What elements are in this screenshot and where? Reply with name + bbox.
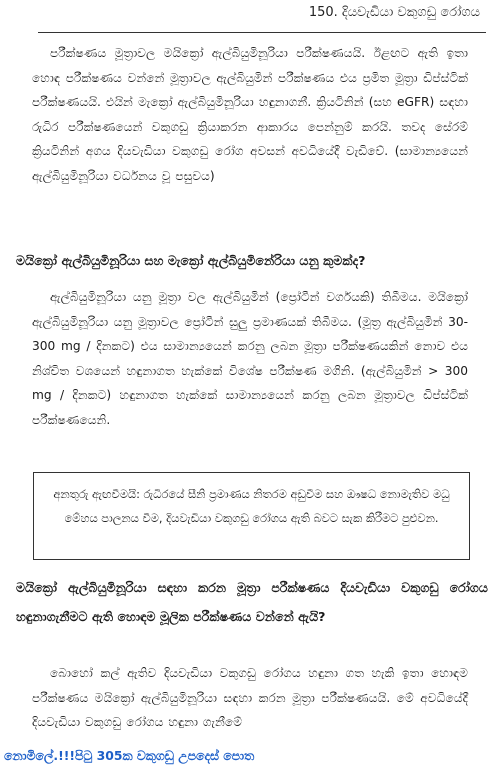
footer-link[interactable]: නොමිලේ.!!!පිටු 305ක වකුගඩු උපදෙස් පොත bbox=[4, 748, 255, 763]
page-header: 150. දියවැඩියා වකුගඩු රෝගය bbox=[308, 5, 480, 20]
paragraph-urine-tests: පරීක්ෂණය මූත්‍රාවල මයික්‍රෝ ඇල්බියුමිනූරියා පරීක්ෂණයයි. ඊළඟට ඇති ඉතා හොඳ පරීක්ෂණය වන්නේ මූත්‍රාවල ඇල්බියුමින් පරීක්ෂණය එය ප්‍රමිත මූත්‍රා ඩිප්ස්ටික් පරීක්ෂණයයි. එයින් මැක්‍රෝ ඇල්බියුමිනූරියා හඳුනාගනී. ක්‍රියටිනින් (සහ eGFR) සඳහා රුධිර පරීක්ෂණයෙන් වකුගඩු ක්‍රියාකරන ආකාරය පෙන්නුම් කරයි. තවද සේරම් ක්‍රියටිනින් අගය දියවැඩියා වකුගඩු රෝග අවසන් අවධියේදී වැඩිවේ. (සාමාන්‍යයෙන් ඇල්බියුමිනූරියා වර්ධනය වූ පසුවය) bbox=[32, 46, 468, 183]
question-micro-macro-albuminuria: මයික්‍රෝ ඇල්බියුමිනූරියා සහ මැක්‍රෝ ඇල්බියුමිනේරියා යනු කුමක්ද? bbox=[16, 253, 366, 268]
question-best-initial-test: මයික්‍රෝ ඇල්බියුමිනූරියා සඳහා කරන මූත්‍රා පරීක්ෂණය දියවැඩියා වකුගඩු රෝගය හඳුනාගැනීමට ඇති හොඳම මූලික පරීක්ෂණය වන්නේ ඇයි? bbox=[16, 580, 488, 624]
header-divider bbox=[38, 32, 486, 33]
warning-note-text: අනතුරු ඇඟවීමයි: රුධිරයේ සීනි ප්‍රමාණය නිතරම අඩුවීම සහ ඖෂධ නොමැතිව මධු මේහය පාලනය වීම, දියවැඩියා වකුගඩු රෝගය ඇති බවට සැක කිරීමට පුළුවන. bbox=[53, 487, 450, 525]
warning-note-box bbox=[33, 472, 470, 560]
paragraph-early-detection: බොහෝ කල් ඇතිව දියවැඩියා වකුගඩු රෝගය හඳුනා ගත හැකි ඉතා හොඳම පරීක්ෂණය මයික්‍රෝ ඇල්බියුමිනූරියා සඳහා කරන මූත්‍රා පරීක්ෂණයයි. මේ අවධියේදී දියවැඩියා වකුගඩු රෝගය හඳුනා ගැනීමේ bbox=[32, 666, 468, 729]
paragraph-albuminuria-definition: ඇල්බියුමිනූරියා යනු මූත්‍රා වල ඇල්බියුමින් (ප්‍රෝටීන් වර්ගයකි) තිබීමය. මයික්‍රෝ ඇල්බියුමිනූරියා යනු මූත්‍රාවල ප්‍රෝටීන් සුලු ප්‍රමාණයක් තිබීමය. (මූත්‍ර ඇල්බියුමින් 30- 300 mg / දිනකට) එය සාමාන්‍යයෙන් කරනු ලබන මූත්‍රා පරීක්ෂණයකින් නොව එය නිශ්චිත වශයෙන් හඳුනාගත හැක්කේ විශේෂ පරීක්ෂණ මගිනි. (ඇල්බියුමින් > 300 mg / දිනකට) හඳුනාගත හැක්කේ සාමාන්‍යයෙන් කරනු ලබන මූත්‍රාවල ඩිප්ස්ටික් පරීක්ෂණයෙනි. bbox=[32, 290, 468, 427]
